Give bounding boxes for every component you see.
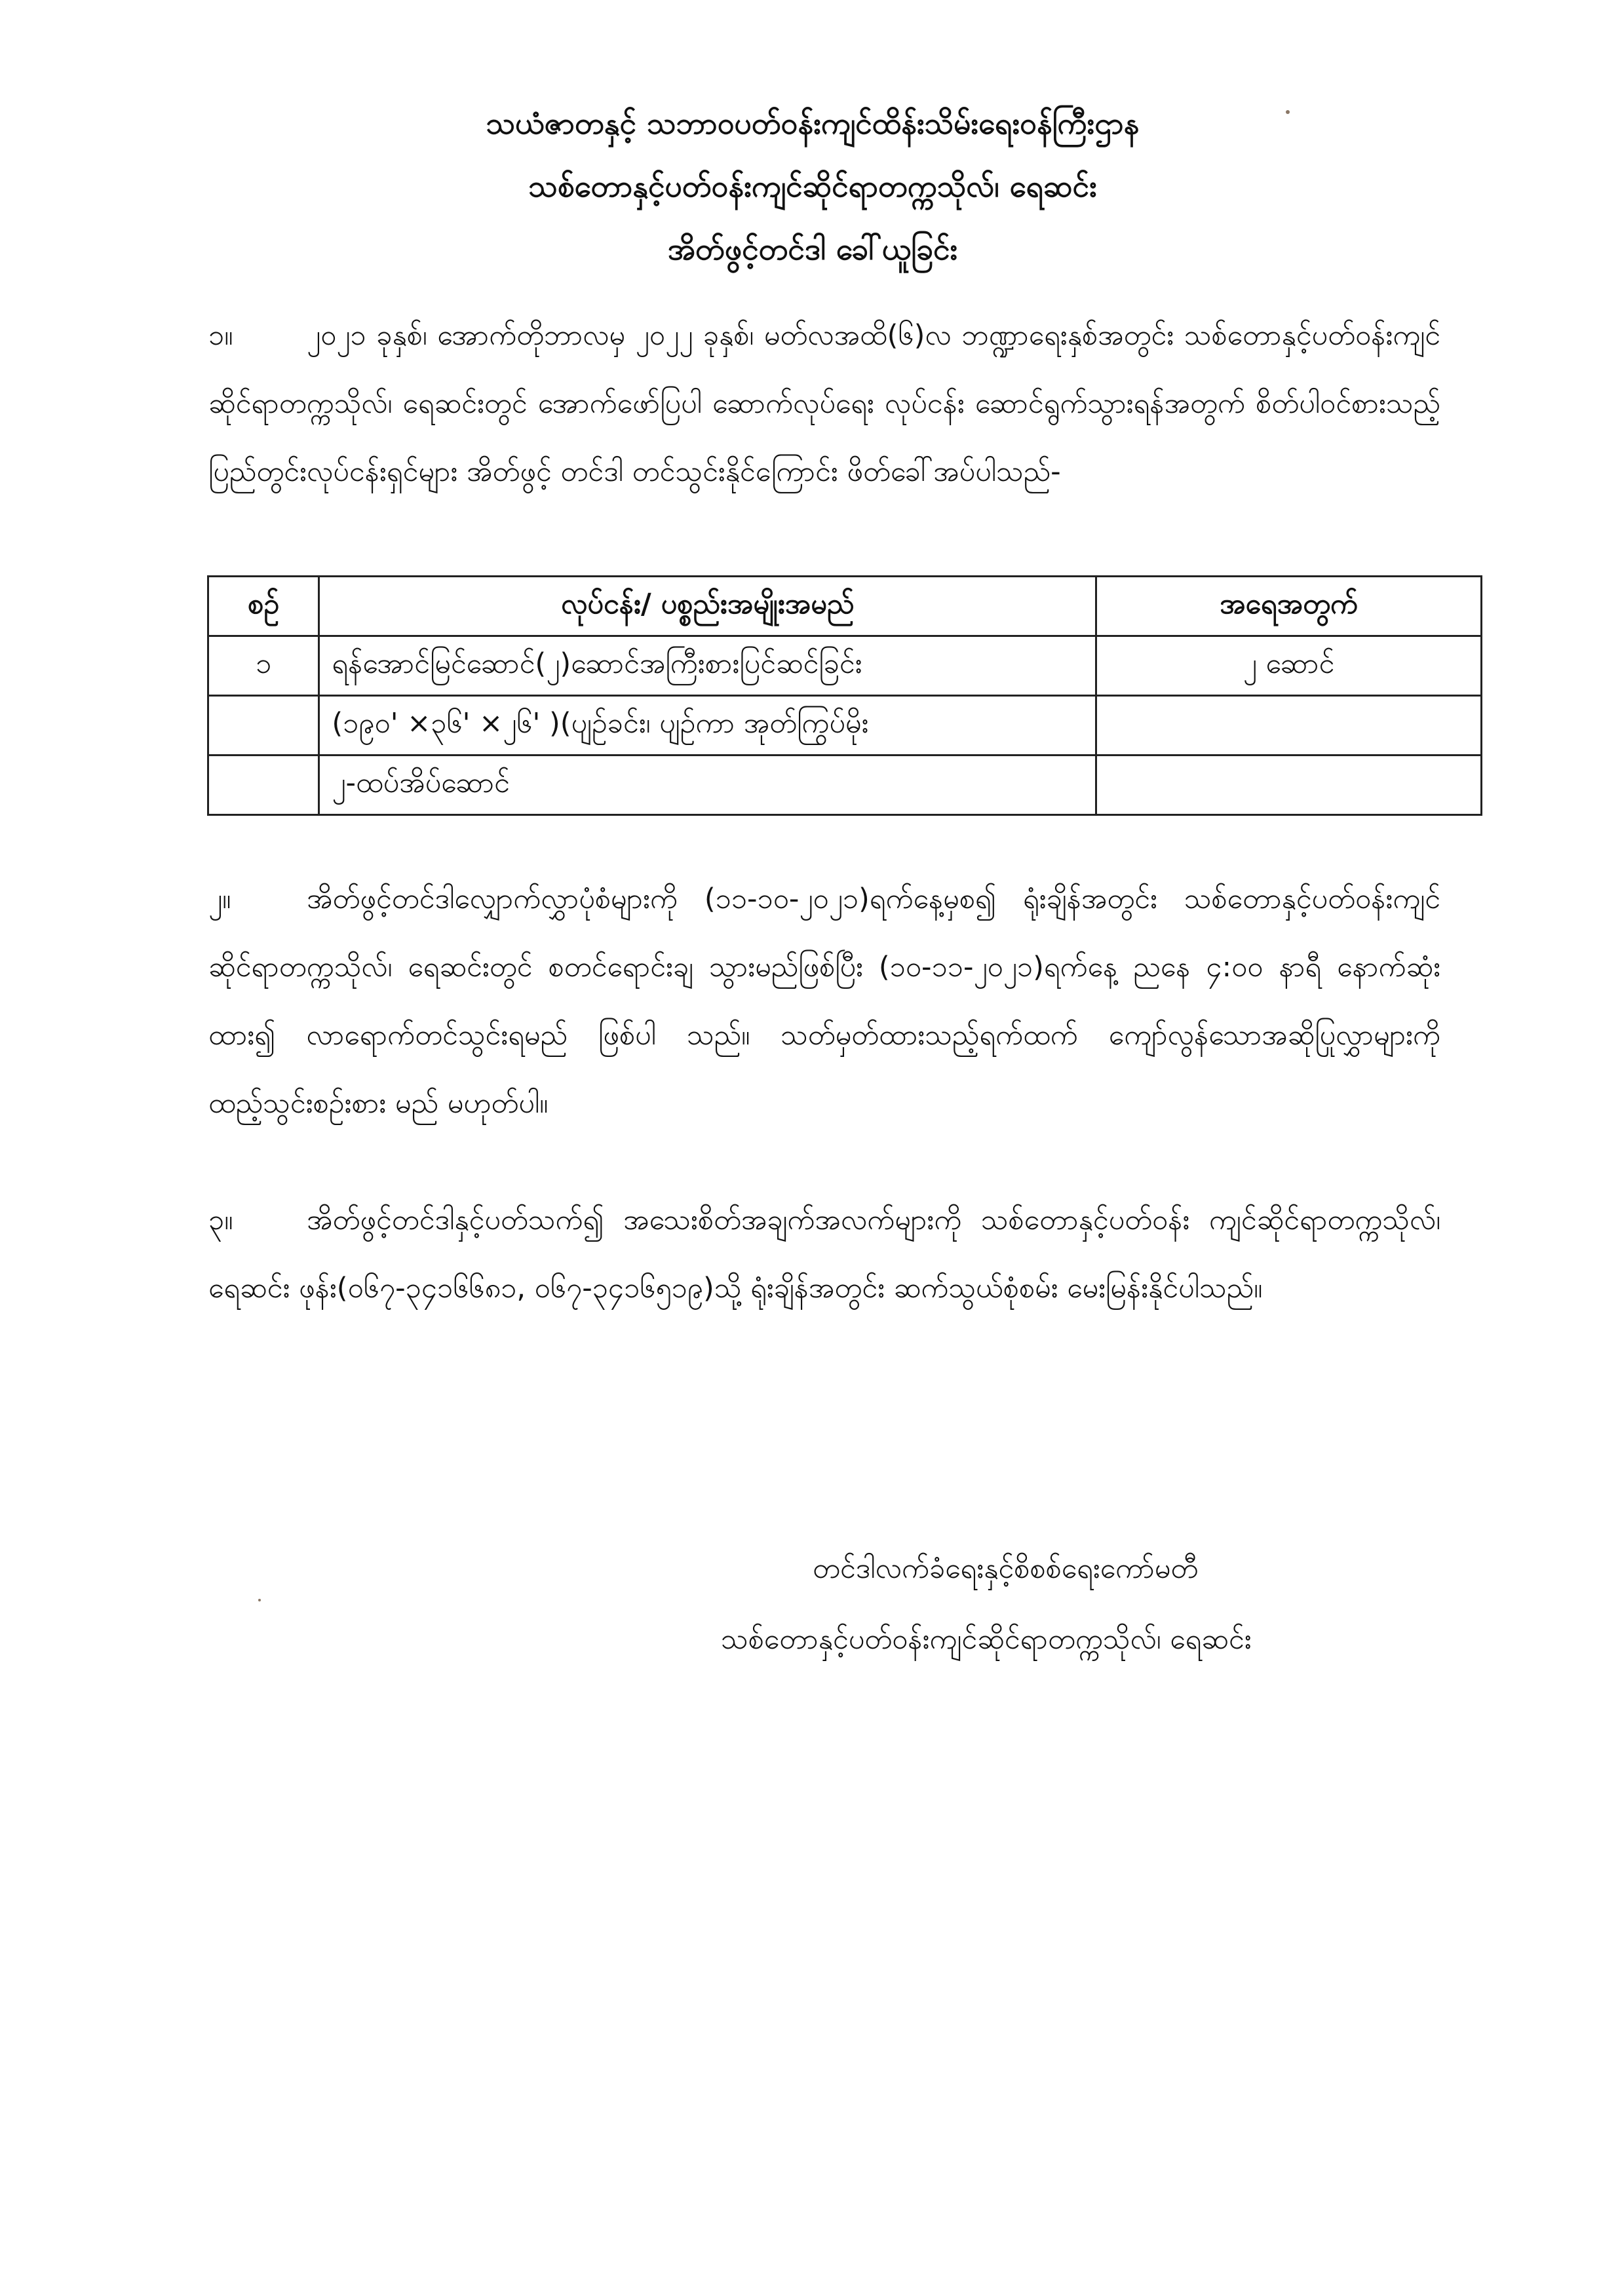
row-1-item: ရန်အောင်မြင်ဆောင်(၂)ဆောင်အကြီးစားပြင်ဆင်ခြင်း [319, 636, 1096, 696]
paragraph-2-text: အိတ်ဖွင့်တင်ဒါလျှောက်လွှာပုံစံများကို (၁၁-၁၀-၂၀၂၁)ရက်နေ့မှစ၍ ရုံးချိန်အတွင်း သစ်တောနှင့်ပတ်ဝန်းကျင်ဆိုင်ရာတက္ကသိုလ်၊ ရေဆင်းတွင် စတင်ရောင်းချ သွားမည်ဖြစ်ပြီး (၁၀-၁၁-၂၀၂၁)ရက်နေ့ ညနေ ၄:၀၀ နာရီ နောက်ဆုံးထား၍ လာရောက်တင်သွင်းရမည် ဖြစ်ပါ သည်။ သတ်မှတ်ထားသည့်ရက်ထက် ကျော်လွန်သောအဆိုပြုလွှာများကို ထည့်သွင်းစဉ်းစား မည် မဟုတ်ပါ။ [208, 883, 1440, 1120]
signature-block [721, 1533, 1455, 1675]
table-row [208, 636, 1482, 696]
table-row [208, 756, 1482, 815]
tender-items-table [207, 575, 1482, 816]
scan-speck [258, 1599, 261, 1601]
notice-title: အိတ်ဖွင့်တင်ဒါ ခေါ်ယူခြင်း [667, 231, 958, 267]
paragraph-1 [208, 301, 1440, 506]
paragraph-3-number: ၃။ [208, 1204, 233, 1236]
row-2-qty [1096, 696, 1482, 756]
row-2-item: (၁၉၀' ×၃၆' ×၂၆' )(ပျဉ်ခင်း၊ ပျဉ်ကာ အုတ်ကြွပ်မိုး [319, 696, 1096, 756]
paragraph-2 [208, 865, 1440, 1138]
table-header-row [208, 577, 1482, 636]
row-2-no [208, 696, 319, 756]
document-header [197, 92, 1429, 280]
paragraph-3-text: အိတ်ဖွင့်တင်ဒါနှင့်ပတ်သက်၍ အသေးစိတ်အချက်အလက်များကို သစ်တောနှင့်ပတ်ဝန်း ကျင်ဆိုင်ရာတက္ကသိုလ်၊ ရေဆင်း ဖုန်း(၀၆၇-၃၄၁၆၆၈၁, ၀၆၇-၃၄၁၆၅၁၉)သို့ ရုံးချိန်အတွင်း ဆက်သွယ်စုံစမ်း မေးမြန်းနိုင်ပါသည်။ [208, 1204, 1440, 1305]
paragraph-3 [208, 1186, 1440, 1322]
header-qty: အရေအတွက် [1096, 577, 1482, 636]
row-3-no [208, 756, 319, 815]
paragraph-2-number: ၂။ [208, 883, 231, 915]
committee-name: တင်ဒါလက်ခံရေးနှင့်စိစစ်ရေးကော်မတီ [813, 1552, 1199, 1585]
header-item: လုပ်ငန်း/ ပစ္စည်းအမျိုးအမည် [319, 577, 1096, 636]
row-1-qty: ၂ ဆောင် [1096, 636, 1482, 696]
row-3-qty [1096, 756, 1482, 815]
scan-speck [1286, 110, 1290, 114]
university-title: သစ်တောနှင့်ပတ်ဝန်းကျင်ဆိုင်ရာတက္ကသိုလ်၊ ရေဆင်း [528, 168, 1097, 204]
row-1-no: ၁ [208, 636, 319, 696]
paragraph-1-text: ၂၀၂၁ ခုနှစ်၊ အောက်တိုဘာလမှ ၂၀၂၂ ခုနှစ်၊ မတ်လအထိ(၆)လ ဘဏ္ဍာရေးနှစ်အတွင်း သစ်တောနှင့်ပတ်ဝန်းကျင်ဆိုင်ရာတက္ကသိုလ်၊ ရေဆင်းတွင် အောက်ဖော်ပြပါ ဆောက်လုပ်ရေး လုပ်ငန်း ဆောင်ရွက်သွားရန်အတွက် စိတ်ပါဝင်စားသည့် ပြည်တွင်းလုပ်ငန်းရှင်များ အိတ်ဖွင့် တင်ဒါ တင်သွင်းနိုင်ကြောင်း ဖိတ်ခေါ်အပ်ပါသည်- [208, 319, 1440, 488]
row-3-item: ၂-ထပ်အိပ်ဆောင် [319, 756, 1096, 815]
signature-university: သစ်တောနှင့်ပတ်ဝန်းကျင်ဆိုင်ရာတက္ကသိုလ်၊ ရေဆင်း [721, 1623, 1252, 1656]
ministry-title: သယံဇာတနှင့် သဘာဝပတ်ဝန်းကျင်ထိန်းသိမ်းရေးဝန်ကြီးဌာန [486, 105, 1140, 141]
paragraph-1-number: ၁။ [208, 319, 233, 352]
header-no: စဉ် [208, 577, 319, 636]
table-row [208, 696, 1482, 756]
